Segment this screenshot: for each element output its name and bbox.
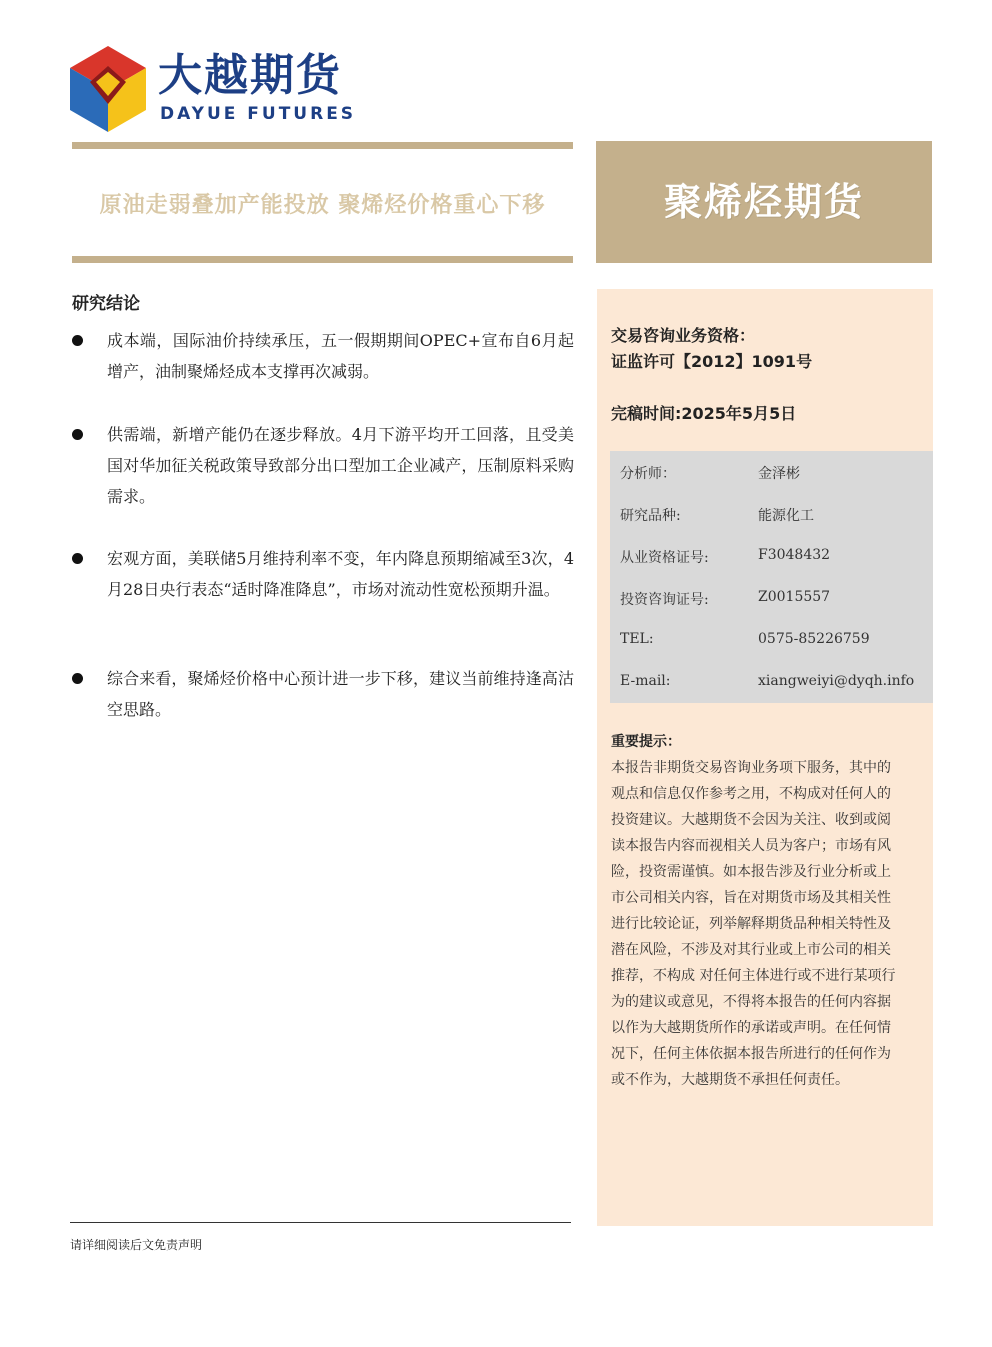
- conclusion-text: 综合来看，聚烯烃价格中心预计进一步下移，建议当前维持逢高沽空思路。: [107, 669, 574, 719]
- notice-line: 市公司相关内容，旨在对期货市场及其相关性: [611, 890, 891, 906]
- completion-date: 完稿时间:2025年5月5日: [611, 404, 797, 423]
- info-key: 投资咨询证号:: [620, 592, 709, 608]
- analyst-info-table: [610, 451, 933, 703]
- brand-logo: [70, 46, 360, 136]
- info-value: 金泽彬: [758, 466, 800, 482]
- notice-line: 进行比较论证，列举解释期货品种相关特性及: [611, 916, 891, 932]
- notice-line: 况下，任何主体依据本报告所进行的任何作为: [611, 1046, 891, 1062]
- notice-heading: 重要提示：: [611, 734, 681, 750]
- sidebar-panel: [597, 289, 933, 1226]
- info-value: 能源化工: [758, 508, 814, 524]
- notice-line: 险，投资需谨慎。如本报告涉及行业分析或上: [611, 864, 891, 880]
- notice-line: 潜在风险，不涉及对其行业或上市公司的相关: [611, 942, 891, 958]
- info-row-tel: [610, 619, 933, 661]
- notice-line: 以作为大越期货所作的承诺或声明。在任何情: [611, 1020, 891, 1036]
- conclusion-item: [72, 663, 574, 725]
- conclusion-text: 供需端，新增产能仍在逐步释放。4月下游平均开工回落，且受美国对华加征关税政策导致部分出口型加工企业减产，压制原料采购需求。: [107, 425, 574, 506]
- product-title: 聚烯烃期货: [663, 180, 864, 224]
- info-key: E-mail:: [620, 673, 671, 689]
- product-title-box: [596, 141, 932, 263]
- info-value: Z0015557: [758, 589, 831, 605]
- info-row-category: [610, 493, 933, 535]
- conclusion-text: 成本端，国际油价持续承压，五一假期期间OPEC+宣布自6月起增产，油制聚烯烃成本支撑再次减弱。: [107, 331, 574, 381]
- info-row-email: [610, 661, 933, 703]
- info-row-advisory-cert: [610, 577, 933, 619]
- header-rule-top: [72, 142, 573, 149]
- notice-line: 或不作为，大越期货不承担任何责任。: [611, 1072, 849, 1088]
- footer-rule: [70, 1222, 571, 1223]
- info-key: 研究品种:: [620, 508, 681, 524]
- info-key: 从业资格证号:: [620, 550, 709, 566]
- info-row-analyst: [610, 451, 933, 493]
- notice-line: 读本报告内容而视相关人员为客户；市场有风: [611, 838, 891, 854]
- qualification-label: 交易咨询业务资格：: [611, 326, 756, 345]
- conclusion-heading: 研究结论: [72, 294, 140, 314]
- notice-text: [611, 755, 919, 1093]
- info-row-practice-cert: [610, 535, 933, 577]
- footer-disclaimer-hint: 请详细阅读后文免责声明: [70, 1238, 203, 1252]
- info-key: TEL:: [620, 631, 654, 647]
- brand-name-en: DAYUE FUTURES: [160, 104, 357, 124]
- bullet-dot-icon: [72, 335, 83, 346]
- conclusion-item: [72, 419, 574, 512]
- notice-line: 本报告非期货交易咨询业务项下服务，其中的: [611, 760, 891, 776]
- license-number: 证监许可【2012】1091号: [611, 352, 813, 371]
- info-value: 0575-85226759: [758, 631, 870, 647]
- bullet-dot-icon: [72, 553, 83, 564]
- notice-line: 观点和信息仅作参考之用，不构成对任何人的: [611, 786, 891, 802]
- conclusion-item: [72, 325, 574, 387]
- brand-name-cn: 大越期货: [158, 50, 342, 101]
- info-key: 分析师：: [620, 466, 676, 482]
- conclusion-item: [72, 543, 574, 605]
- info-value: F3048432: [758, 547, 831, 563]
- notice-line: 投资建议。大越期货不会因为关注、收到或阅: [611, 812, 891, 828]
- bullet-dot-icon: [72, 429, 83, 440]
- notice-line: 推荐，不构成 对任何主体进行或不进行某项行: [611, 968, 896, 984]
- report-subtitle: 原油走弱叠加产能投放 聚烯烃价格重心下移: [99, 193, 546, 218]
- dayue-logo-icon: [70, 46, 146, 132]
- header-rule-bottom: [72, 256, 573, 263]
- notice-line: 为的建议或意见，不得将本报告的任何内容据: [611, 994, 891, 1010]
- conclusion-text: 宏观方面，美联储5月维持利率不变，年内降息预期缩减至3次，4月28日央行表态“适时降准降息”，市场对流动性宽松预期升温。: [107, 549, 574, 599]
- info-value[interactable]: xiangweiyi@dyqh.info: [758, 673, 915, 689]
- bullet-dot-icon: [72, 673, 83, 684]
